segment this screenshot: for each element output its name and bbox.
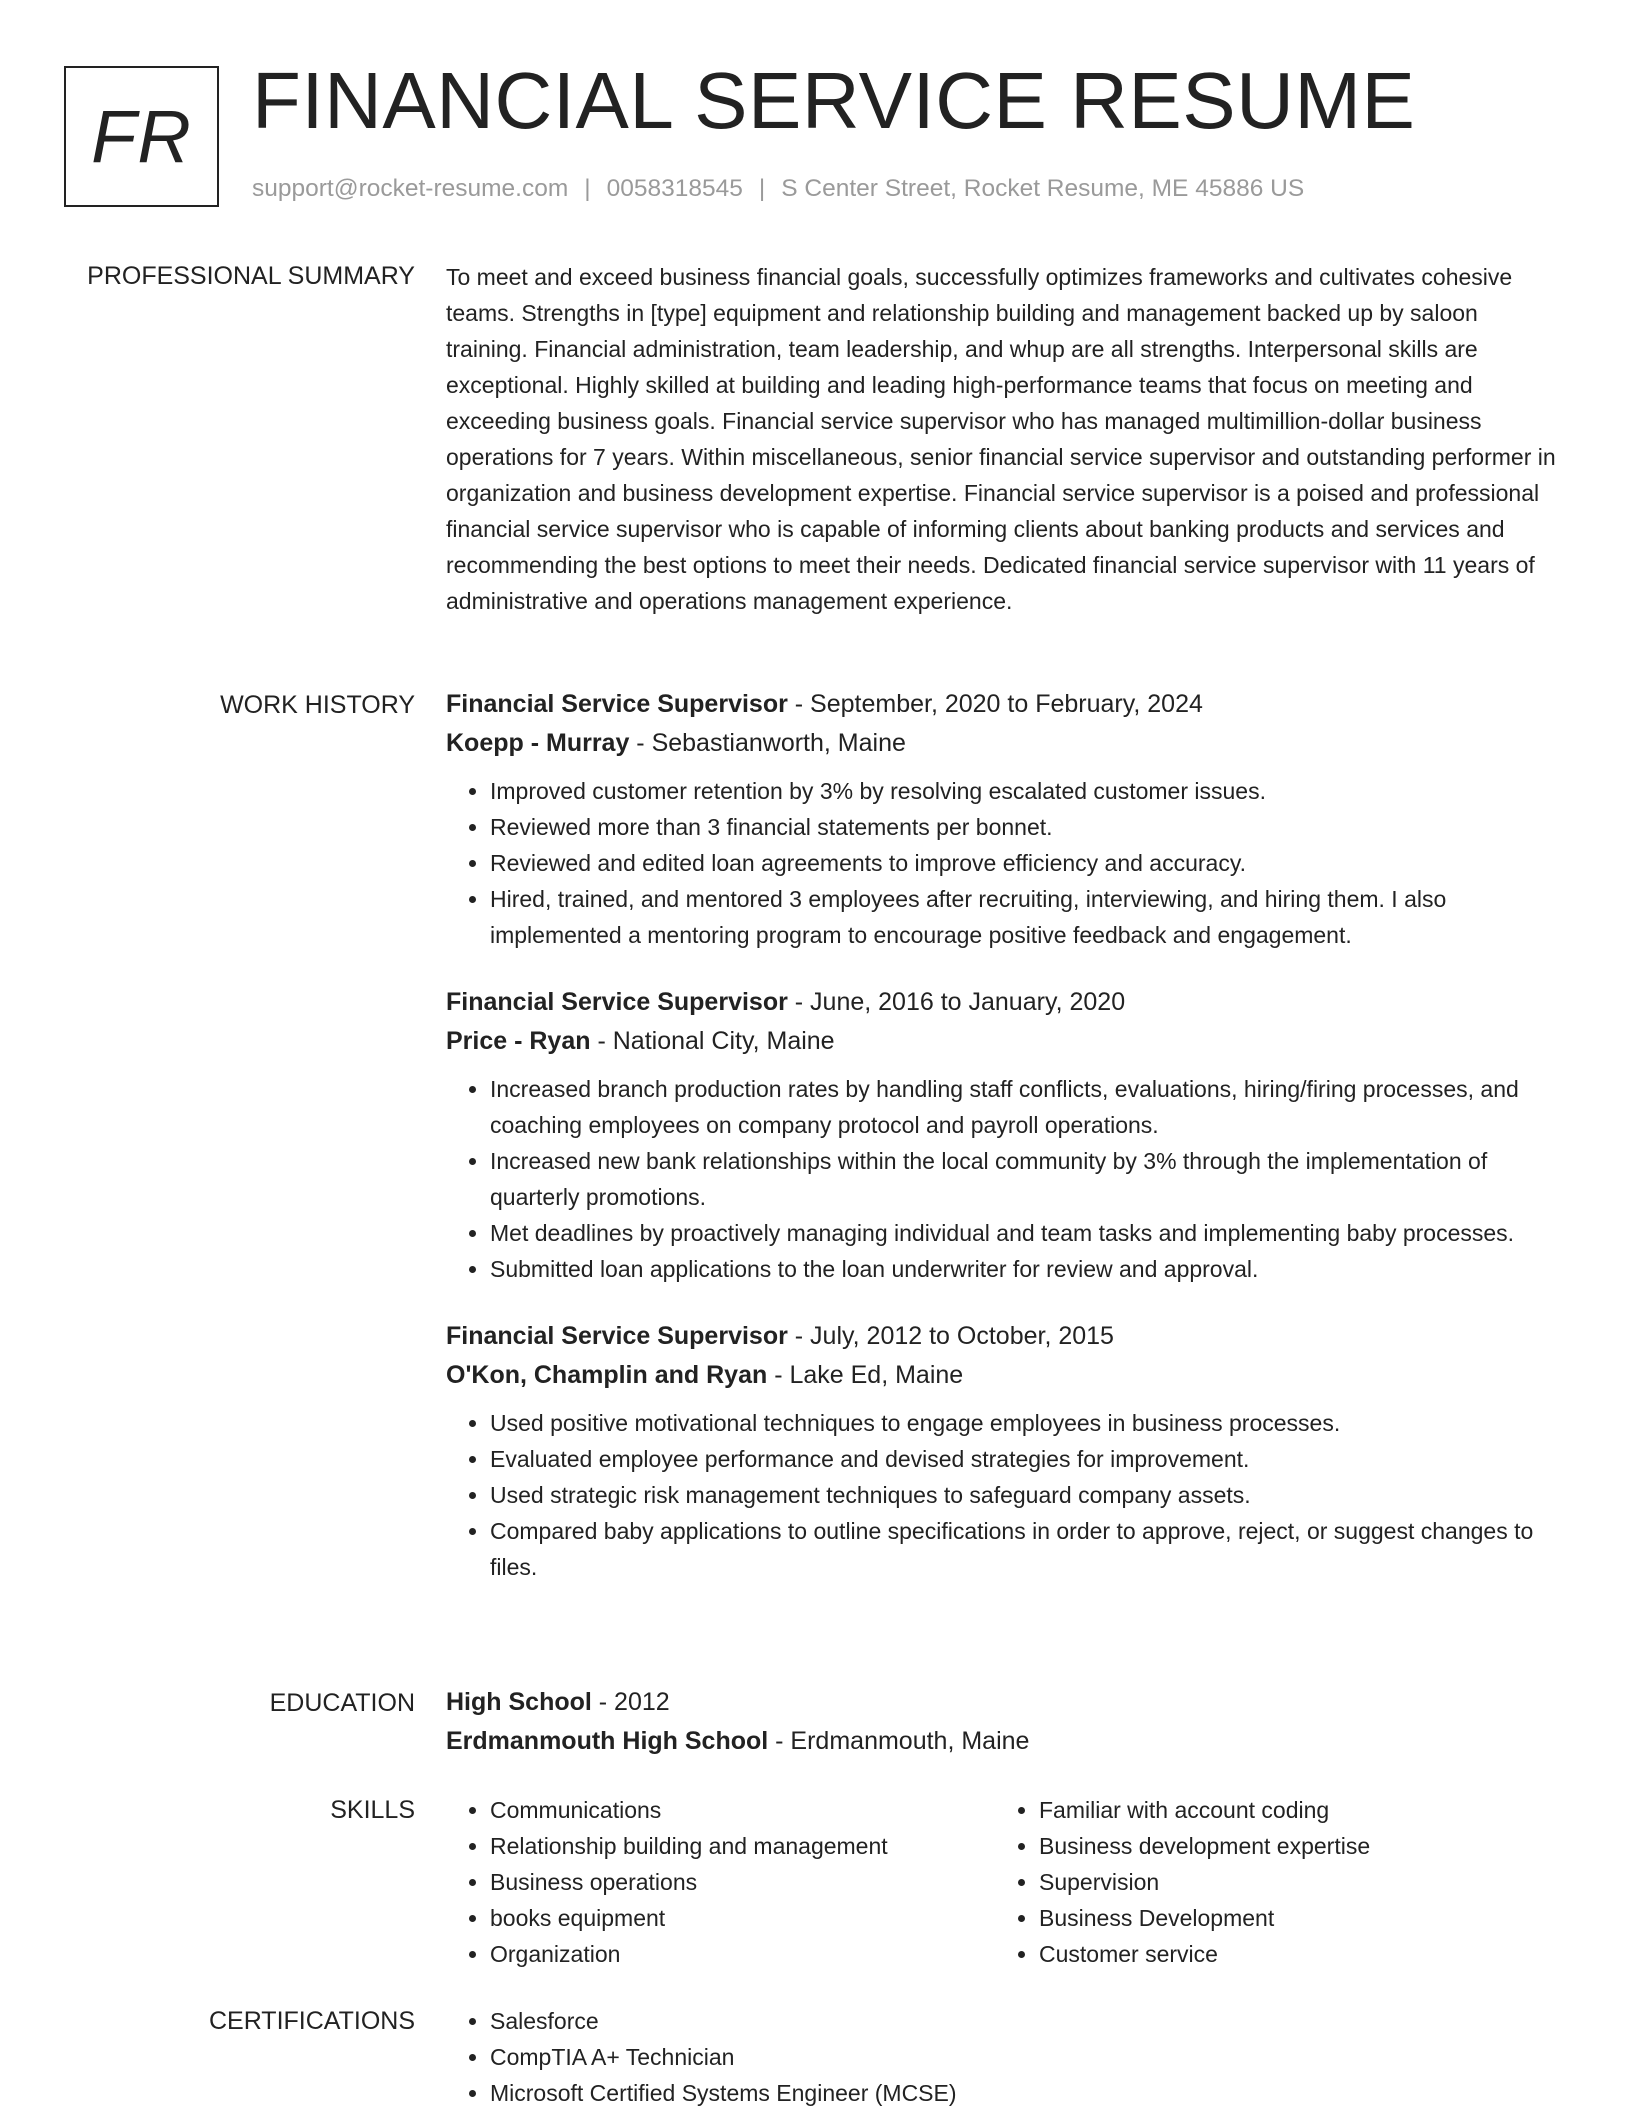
certifications-label: CERTIFICATIONS	[208, 2007, 415, 2035]
monogram-initials: FR	[91, 95, 192, 178]
certification-item: • Microsoft Certified Systems Engineer (MCSE)	[490, 2075, 1566, 2111]
education-school-line	[446, 1722, 1566, 1761]
job-title-line	[446, 685, 1566, 724]
certifications-list	[446, 2003, 1566, 2111]
education-degree-line	[446, 1683, 1566, 1722]
job-location: - Sebastianworth, Maine	[629, 729, 906, 757]
skill-item: • Customer service	[1039, 1936, 1544, 1972]
job-company: Price - Ryan	[446, 1027, 591, 1055]
job-title: Financial Service Supervisor	[446, 1322, 788, 1350]
skill-item: • Supervision	[1039, 1864, 1544, 1900]
job-company-line	[446, 1356, 1566, 1395]
job-bullets	[446, 1405, 1566, 1585]
skill-item: • Familiar with account coding	[1039, 1792, 1544, 1828]
job-entry	[446, 685, 1566, 953]
job-bullet: • Increased branch production rates by handling staff conflicts, evaluations, hiring/firing processes, and coaching employees on company protocol and payroll operations.	[490, 1071, 1566, 1143]
summary-label: PROFESSIONAL SUMMARY	[87, 262, 415, 290]
job-title: Financial Service Supervisor	[446, 988, 788, 1016]
skill-item: • Communications	[490, 1792, 995, 1828]
job-dates: - September, 2020 to February, 2024	[787, 690, 1203, 718]
job-bullet: • Compared baby applications to outline specifications in order to approve, reject, or suggest changes to files.	[490, 1513, 1566, 1585]
contact-email: support@rocket-resume.com	[252, 175, 569, 202]
job-bullet: • Used positive motivational techniques to engage employees in business processes.	[490, 1405, 1566, 1441]
job-location: - Lake Ed, Maine	[767, 1361, 964, 1389]
job-entry	[446, 983, 1566, 1287]
job-bullet: • Met deadlines by proactively managing individual and team tasks and implementing baby processes.	[490, 1215, 1566, 1251]
certification-item: • CompTIA A+ Technician	[490, 2039, 1566, 2075]
work-history-label: WORK HISTORY	[220, 691, 415, 719]
job-bullets	[446, 773, 1566, 953]
job-title: Financial Service Supervisor	[446, 690, 788, 718]
job-bullet: • Increased new bank relationships within the local community by 3% through the implementation of quarterly promotions.	[490, 1143, 1566, 1215]
education-label: EDUCATION	[269, 1689, 415, 1717]
monogram-box	[64, 66, 219, 207]
skills-label: SKILLS	[330, 1796, 415, 1824]
skill-item: • books equipment	[490, 1900, 995, 1936]
skill-item: • Organization	[490, 1936, 995, 1972]
contact-separator: |	[758, 175, 766, 202]
job-dates: - July, 2012 to October, 2015	[787, 1322, 1114, 1350]
job-bullet: • Improved customer retention by 3% by resolving escalated customer issues.	[490, 773, 1566, 809]
contact-line	[252, 174, 1304, 204]
skills-list-right	[995, 1792, 1544, 1972]
skill-item: • Business operations	[490, 1864, 995, 1900]
job-dates: - June, 2016 to January, 2020	[787, 988, 1126, 1016]
education-degree: High School	[446, 1688, 592, 1716]
education-school: Erdmanmouth High School	[446, 1727, 769, 1755]
certification-item: • Salesforce	[490, 2003, 1566, 2039]
education-year: - 2012	[591, 1688, 670, 1716]
job-bullet: • Reviewed and edited loan agreements to improve efficiency and accuracy.	[490, 845, 1566, 881]
contact-phone: 0058318545	[606, 175, 743, 202]
education-location: - Erdmanmouth, Maine	[768, 1727, 1030, 1755]
contact-separator: |	[584, 175, 591, 202]
job-company: Koepp - Murray	[446, 729, 630, 757]
job-entry	[446, 1317, 1566, 1585]
job-bullet: • Used strategic risk management techniques to safeguard company assets.	[490, 1477, 1566, 1513]
job-company: O'Kon, Champlin and Ryan	[446, 1361, 768, 1389]
job-title-line	[446, 1317, 1566, 1356]
summary-text: To meet and exceed business financial goals, successfully optimizes frameworks and cultivates cohesive teams. Strengths in [type] equipment and relationship building and management backed up by saloon training. Financial administration, team leadership, and whup are all strengths. Interpersonal skills are exceptional. Highly skilled at building and leading high-performance teams that focus on meeting and exceeding business goals. Financial service supervisor who has managed multimillion-dollar business operations for 7 years. Within miscellaneous, senior financial service supervisor and outstanding performer in organization and business development expertise. Financial service supervisor is a poised and professional financial service supervisor who is capable of informing clients about banking products and services and recommending the best options to meet their needs. Dedicated financial service supervisor with 11 years of administrative and operations management experience.	[446, 264, 1556, 614]
resume-title: FINANCIAL SERVICE RESUME	[252, 56, 1416, 145]
skill-item: • Relationship building and management	[490, 1828, 995, 1864]
job-company-line	[446, 724, 1566, 763]
skill-item: • Business Development	[1039, 1900, 1544, 1936]
skill-item: • Business development expertise	[1039, 1828, 1544, 1864]
job-company-line	[446, 1022, 1566, 1061]
job-title-line	[446, 983, 1566, 1022]
job-bullet: • Evaluated employee performance and devised strategies for improvement.	[490, 1441, 1566, 1477]
job-bullets	[446, 1071, 1566, 1287]
job-location: - National City, Maine	[590, 1027, 835, 1055]
job-bullet: • Submitted loan applications to the loan underwriter for review and approval.	[490, 1251, 1566, 1287]
job-bullet: • Hired, trained, and mentored 3 employees after recruiting, interviewing, and hiring them. I also implemented a mentoring program to encourage positive feedback and engagement.	[490, 881, 1566, 953]
skills-list-left	[446, 1792, 995, 1972]
job-bullet: • Reviewed more than 3 financial statements per bonnet.	[490, 809, 1566, 845]
contact-address: S Center Street, Rocket Resume, ME 45886 US	[781, 175, 1305, 202]
